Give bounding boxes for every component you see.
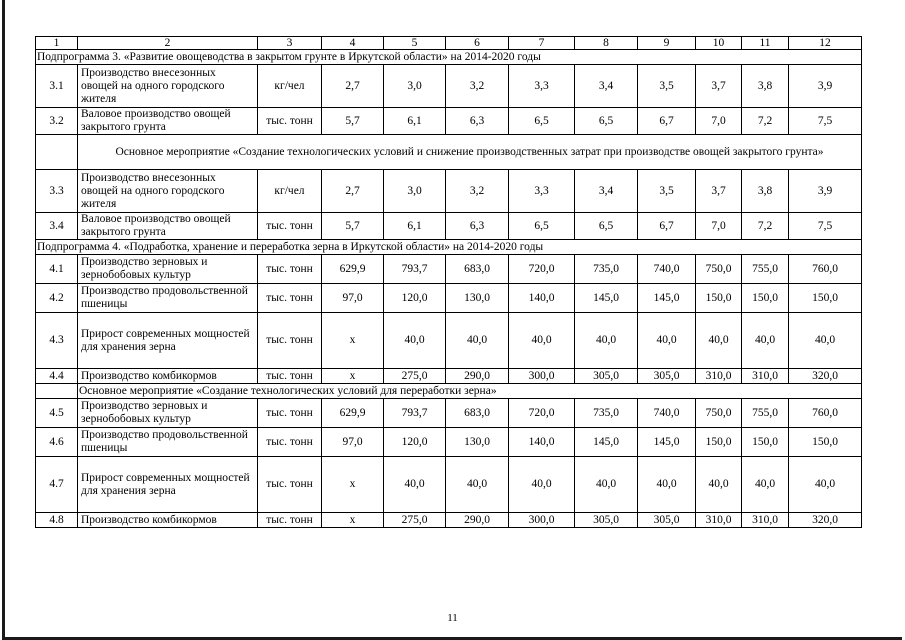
- value-cell: 720,0: [509, 399, 575, 428]
- indicators-table: [35, 36, 862, 528]
- value-cell: 145,0: [575, 284, 638, 313]
- value-cell: 145,0: [575, 428, 638, 457]
- value-cell: 40,0: [789, 313, 862, 369]
- header-cell: 1: [36, 37, 78, 50]
- value-cell: 320,0: [789, 513, 862, 528]
- value-cell: 7,0: [696, 213, 742, 240]
- header-cell: 5: [384, 37, 446, 50]
- unit-cell: тыс. тонн: [258, 313, 322, 369]
- value-cell: 150,0: [789, 284, 862, 313]
- unit-cell: тыс. тонн: [258, 255, 322, 284]
- value-cell: 3,9: [789, 65, 862, 108]
- value-cell: 3,3: [509, 170, 575, 213]
- value-cell: 3,0: [384, 170, 446, 213]
- main-activity-3-title: Основное мероприятие «Создание технологических условий и снижение производственных затрат при производстве овощей закрытого грунта»: [78, 135, 862, 170]
- value-cell: 3,7: [696, 170, 742, 213]
- row-number: 3.4: [36, 213, 78, 240]
- table-row: [36, 65, 862, 108]
- table-row: [36, 428, 862, 457]
- indicator-name: Валовое производство овощей закрытого грунта: [78, 108, 258, 135]
- unit-cell: тыс. тонн: [258, 108, 322, 135]
- row-number: 4.8: [36, 513, 78, 528]
- value-cell: 305,0: [575, 369, 638, 384]
- unit-cell: тыс. тонн: [258, 213, 322, 240]
- value-cell: 40,0: [384, 457, 446, 513]
- table-row: [36, 399, 862, 428]
- row-number: 4.5: [36, 399, 78, 428]
- value-cell: 3,2: [446, 65, 509, 108]
- value-cell: 3,5: [638, 65, 696, 108]
- value-cell: 275,0: [384, 369, 446, 384]
- value-cell: 750,0: [696, 399, 742, 428]
- value-cell: 3,9: [789, 170, 862, 213]
- header-row: [36, 37, 862, 50]
- value-cell: 6,1: [384, 108, 446, 135]
- indicator-name: Производство зерновых и зернобобовых культур: [78, 399, 258, 428]
- table-row: [36, 213, 862, 240]
- subprogram-4-title: Подпрограмма 4. «Подработка, хранение и переработка зерна в Иркутской области» на 2014-2020 годы: [36, 240, 862, 255]
- value-cell: 3,8: [742, 65, 789, 108]
- row-number: 4.2: [36, 284, 78, 313]
- unit-cell: тыс. тонн: [258, 428, 322, 457]
- unit-cell: тыс. тонн: [258, 457, 322, 513]
- empty-cell: [36, 384, 78, 399]
- value-cell: х: [322, 513, 384, 528]
- indicator-name: Производство внесезонных овощей на одного городского жителя: [78, 170, 258, 213]
- value-cell: 140,0: [509, 428, 575, 457]
- value-cell: 755,0: [742, 399, 789, 428]
- value-cell: 7,0: [696, 108, 742, 135]
- value-cell: 130,0: [446, 428, 509, 457]
- value-cell: 40,0: [509, 313, 575, 369]
- value-cell: 6,5: [575, 213, 638, 240]
- value-cell: 6,3: [446, 108, 509, 135]
- value-cell: 40,0: [638, 313, 696, 369]
- value-cell: 3,0: [384, 65, 446, 108]
- value-cell: 7,5: [789, 213, 862, 240]
- indicator-name: Прирост современных мощностей для хранения зерна: [78, 313, 258, 369]
- value-cell: 3,2: [446, 170, 509, 213]
- value-cell: 40,0: [446, 313, 509, 369]
- page-number: 11: [447, 612, 458, 624]
- value-cell: 310,0: [696, 513, 742, 528]
- value-cell: 130,0: [446, 284, 509, 313]
- value-cell: 760,0: [789, 255, 862, 284]
- indicator-name: Производство комбикормов: [78, 369, 258, 384]
- table-row: [36, 108, 862, 135]
- row-number: 4.4: [36, 369, 78, 384]
- value-cell: 300,0: [509, 513, 575, 528]
- unit-cell: тыс. тонн: [258, 399, 322, 428]
- value-cell: 3,7: [696, 65, 742, 108]
- main-activity-4-title: Основное мероприятие «Создание технологических условий для переработки зерна»: [78, 384, 862, 399]
- row-number: 4.3: [36, 313, 78, 369]
- value-cell: 735,0: [575, 399, 638, 428]
- value-cell: 40,0: [696, 313, 742, 369]
- value-cell: 735,0: [575, 255, 638, 284]
- value-cell: 740,0: [638, 399, 696, 428]
- value-cell: 7,2: [742, 213, 789, 240]
- value-cell: 760,0: [789, 399, 862, 428]
- value-cell: 40,0: [509, 457, 575, 513]
- value-cell: 140,0: [509, 284, 575, 313]
- value-cell: 6,5: [509, 213, 575, 240]
- value-cell: 6,3: [446, 213, 509, 240]
- value-cell: 7,5: [789, 108, 862, 135]
- header-cell: 10: [696, 37, 742, 50]
- value-cell: 290,0: [446, 369, 509, 384]
- header-cell: 7: [509, 37, 575, 50]
- value-cell: х: [322, 369, 384, 384]
- subprogram-3-title: Подпрограмма 3. «Развитие овощеводства в закрытом грунте в Иркутской области» на 2014-2020 годы: [36, 50, 862, 65]
- value-cell: 310,0: [742, 369, 789, 384]
- value-cell: 305,0: [638, 513, 696, 528]
- value-cell: 750,0: [696, 255, 742, 284]
- value-cell: 40,0: [384, 313, 446, 369]
- value-cell: х: [322, 457, 384, 513]
- value-cell: 97,0: [322, 428, 384, 457]
- section-row: [36, 384, 862, 399]
- indicator-name: Производство внесезонных овощей на одного городского жителя: [78, 65, 258, 108]
- indicator-name: Прирост современных мощностей для хранения зерна: [78, 457, 258, 513]
- value-cell: 320,0: [789, 369, 862, 384]
- value-cell: 40,0: [575, 313, 638, 369]
- value-cell: 7,2: [742, 108, 789, 135]
- row-number: 3.2: [36, 108, 78, 135]
- table-row: [36, 513, 862, 528]
- table-row: [36, 284, 862, 313]
- header-cell: 3: [258, 37, 322, 50]
- value-cell: 145,0: [638, 428, 696, 457]
- value-cell: 755,0: [742, 255, 789, 284]
- indicator-name: Производство зерновых и зернобобовых культур: [78, 255, 258, 284]
- unit-cell: тыс. тонн: [258, 369, 322, 384]
- row-number: 4.7: [36, 457, 78, 513]
- value-cell: 97,0: [322, 284, 384, 313]
- value-cell: 150,0: [696, 428, 742, 457]
- header-cell: 11: [742, 37, 789, 50]
- header-cell: 9: [638, 37, 696, 50]
- value-cell: 793,7: [384, 255, 446, 284]
- table-row: [36, 369, 862, 384]
- value-cell: 40,0: [638, 457, 696, 513]
- section-row: [36, 135, 862, 170]
- section-row: [36, 50, 862, 65]
- value-cell: 150,0: [789, 428, 862, 457]
- value-cell: 40,0: [789, 457, 862, 513]
- value-cell: 6,5: [575, 108, 638, 135]
- value-cell: 300,0: [509, 369, 575, 384]
- value-cell: 120,0: [384, 428, 446, 457]
- value-cell: 683,0: [446, 255, 509, 284]
- header-cell: 12: [789, 37, 862, 50]
- value-cell: 629,9: [322, 399, 384, 428]
- value-cell: 5,7: [322, 108, 384, 135]
- header-cell: 8: [575, 37, 638, 50]
- unit-cell: тыс. тонн: [258, 513, 322, 528]
- value-cell: 740,0: [638, 255, 696, 284]
- value-cell: 40,0: [696, 457, 742, 513]
- header-cell: 6: [446, 37, 509, 50]
- row-number: 4.1: [36, 255, 78, 284]
- section-row: [36, 240, 862, 255]
- value-cell: 120,0: [384, 284, 446, 313]
- value-cell: 5,7: [322, 213, 384, 240]
- page-edge-left: [2, 0, 5, 640]
- value-cell: 2,7: [322, 170, 384, 213]
- value-cell: 40,0: [742, 313, 789, 369]
- value-cell: 305,0: [575, 513, 638, 528]
- value-cell: 40,0: [446, 457, 509, 513]
- indicator-name: Производство продовольственной пшеницы: [78, 428, 258, 457]
- indicator-name: Производство продовольственной пшеницы: [78, 284, 258, 313]
- row-number: 3.1: [36, 65, 78, 108]
- value-cell: 683,0: [446, 399, 509, 428]
- value-cell: 3,3: [509, 65, 575, 108]
- value-cell: 3,8: [742, 170, 789, 213]
- value-cell: 6,5: [509, 108, 575, 135]
- value-cell: 6,1: [384, 213, 446, 240]
- header-cell: 2: [78, 37, 258, 50]
- table-row: [36, 170, 862, 213]
- value-cell: 150,0: [742, 428, 789, 457]
- unit-cell: кг/чел: [258, 170, 322, 213]
- value-cell: 3,5: [638, 170, 696, 213]
- value-cell: 275,0: [384, 513, 446, 528]
- value-cell: 6,7: [638, 213, 696, 240]
- value-cell: х: [322, 313, 384, 369]
- value-cell: 150,0: [742, 284, 789, 313]
- indicator-name: Производство комбикормов: [78, 513, 258, 528]
- value-cell: 6,7: [638, 108, 696, 135]
- value-cell: 290,0: [446, 513, 509, 528]
- value-cell: 793,7: [384, 399, 446, 428]
- value-cell: 305,0: [638, 369, 696, 384]
- unit-cell: кг/чел: [258, 65, 322, 108]
- value-cell: 40,0: [742, 457, 789, 513]
- value-cell: 3,4: [575, 170, 638, 213]
- table-row: [36, 255, 862, 284]
- value-cell: 629,9: [322, 255, 384, 284]
- value-cell: 720,0: [509, 255, 575, 284]
- indicator-name: Валовое производство овощей закрытого грунта: [78, 213, 258, 240]
- unit-cell: тыс. тонн: [258, 284, 322, 313]
- value-cell: 310,0: [696, 369, 742, 384]
- value-cell: 310,0: [742, 513, 789, 528]
- empty-cell: [36, 135, 78, 170]
- row-number: 3.3: [36, 170, 78, 213]
- table-row: [36, 313, 862, 369]
- value-cell: 145,0: [638, 284, 696, 313]
- table-row: [36, 457, 862, 513]
- value-cell: 2,7: [322, 65, 384, 108]
- value-cell: 150,0: [696, 284, 742, 313]
- value-cell: 3,4: [575, 65, 638, 108]
- row-number: 4.6: [36, 428, 78, 457]
- header-cell: 4: [322, 37, 384, 50]
- value-cell: 40,0: [575, 457, 638, 513]
